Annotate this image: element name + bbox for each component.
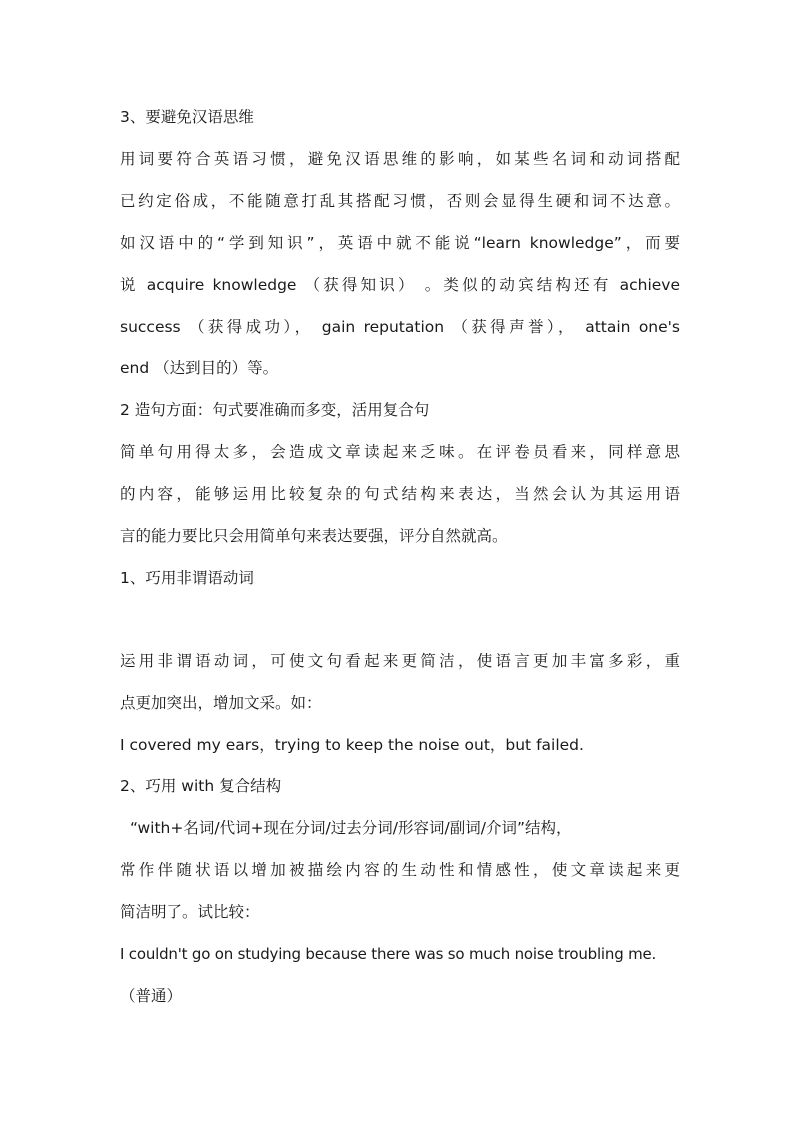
paragraph-line: end （达到目的）等。 (120, 359, 279, 377)
heading-with-structure: 2、巧用 with 复合结构 (120, 777, 282, 795)
paragraph-line: 言的能力要比只会用简单句来表达要强，评分自然就高。 (120, 527, 508, 545)
heading-non-finite-verbs: 1、巧用非谓语动词 (120, 569, 254, 587)
paragraph-line: 常作伴随状语以增加被描绘内容的生动性和情感性，使文章读起来更 (120, 861, 680, 879)
paragraph-line: 简洁明了。试比较： (120, 903, 260, 921)
paragraph-line: success （获得成功）， gain reputation （获得声誉）， attain one's (120, 318, 680, 336)
paragraph-line: 说 acquire knowledge （获得知识） 。类似的动宾结构还有 achieve (120, 276, 680, 294)
paragraph-line: 运用非谓语动词，可使文句看起来更简洁，使语言更加丰富多彩，重 (120, 652, 680, 670)
paragraph-line: 简单句用得太多，会造成文章读起来乏味。在评卷员看来，同样意思 (120, 443, 680, 461)
paragraph-line: 已约定俗成，不能随意打乱其搭配习惯，否则会显得生硬和词不达意。 (120, 192, 680, 210)
paragraph-line: 用词要符合英语习惯，避免汉语思维的影响，如某些名词和动词搭配 (120, 150, 680, 168)
heading-avoid-chinese-thinking: 3、要避免汉语思维 (120, 108, 254, 126)
example-sentence: I covered my ears，trying to keep the noise out，but failed. (120, 736, 584, 754)
paragraph-line: 如汉语中的“学到知识”，英语中就不能说“learn knowledge”，而要 (120, 234, 680, 252)
heading-sentence-making: 2 造句方面：句式要准确而多变，活用复合句 (120, 401, 430, 419)
paragraph-line: 的内容，能够运用比较复杂的句式结构来表达，当然会认为其运用语 (120, 485, 680, 503)
paragraph-line: 点更加突出，增加文采。如： (120, 694, 322, 712)
example-note: （普通） (120, 987, 183, 1005)
paragraph-line: “with+名词/代词+现在分词/过去分词/形容词/副词/介词”结构， (130, 819, 572, 837)
example-sentence: I couldn't go on studying because there was so much noise troubling me. (120, 945, 657, 963)
